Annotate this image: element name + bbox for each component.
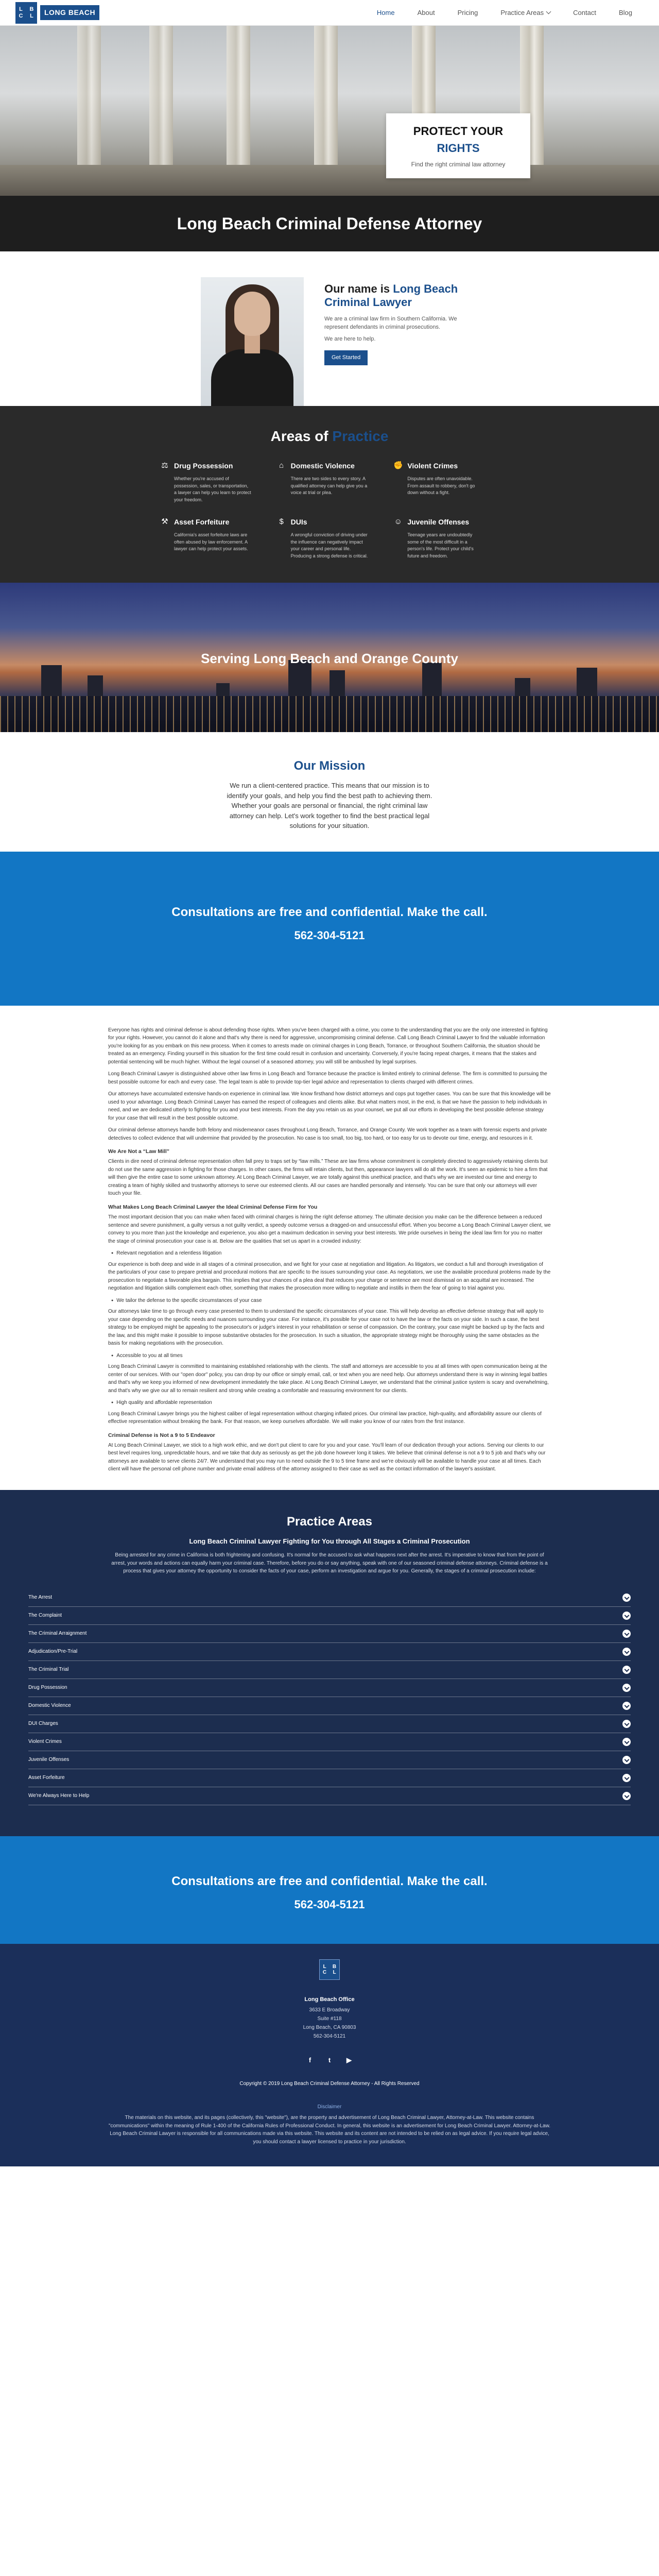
accordion-item-trial[interactable]: The Criminal Trial: [28, 1661, 631, 1679]
copy-paragraph: Everyone has rights and criminal defense is about defending those rights. When you've been charged with a crime, you come to the understanding that you are the only one interested in fighting for your rights. However, you cannot do it alone and that's why there is need for aggressive, uncompromising criminal defense. Call Long Beach Criminal Lawyer to find the valuable information you're looking for as you embark on this new process. When it comes to arrests made on criminal charges in Long Beach, Torrance, or throughout Southern California, the situation should be treated as an emergency. Finding yourself in this situation for the first time could result in confusion and uncertainty. Conversely, if you're facing repeat charges, it means that the stakes and potential sentencing will be much higher. Without the legal counsel of a seasoned attorney, you will still be ambushed by legal surprises.: [108, 1027, 548, 1065]
chevron-down-icon: [622, 1666, 631, 1674]
area-juvenile-offenses[interactable]: [393, 517, 499, 560]
nav-practice-areas[interactable]: Practice Areas: [489, 0, 562, 26]
copy-paragraph: Our experience is both deep and wide in all stages of a criminal prosecution, and we fight for your case at negotiation and litigation. As litigators, we conduct a full and thorough investigation of the particulars of your case to prepare pretrial and procedural motions that are specific to the issues surrounding your case. As negotiators, we use the available procedural problems made by the prosecution to negotiate a favorable plea bargain. This implies that your chances of a plea deal that reduces your charge or sentence are most dismissal on an acquittal are increased. The negotiation and litigation skills complement each other, something that makes the prosecution more willing to negotiate and instills in them the fear of going to trial against you.: [108, 1261, 551, 1292]
main-nav: [366, 0, 644, 26]
intro-paragraph: We are a criminal law firm in Southern California. We represent defendants in criminal prosecutions.: [324, 315, 457, 331]
nav-home[interactable]: Home: [376, 8, 395, 16]
footer-logo[interactable]: L B C L: [319, 1959, 340, 1980]
copy-paragraph: Long Beach Criminal Lawyer is committed to maintaining established relationship with the clients. The staff and attorneys are accessible to you at all times with open communication being at the center of our services. With our "open door" policy, you can drop by our office or simply email, call, or text when you are need help. Our attorneys understand there is way in winning legal battles and that's why we keep you informed of new development immediately the take place. At Long Beach Criminal Lawyer, we understand that the criminal justice system is scary and overwhelming, and that's why we give our all to remain resilient and strong while creating a comfortable and reassuring environment for our clients.: [108, 1364, 549, 1394]
accordion-item-arraignment[interactable]: The Criminal Arraignment: [28, 1625, 631, 1643]
area-asset-forfeiture[interactable]: [160, 517, 266, 560]
chevron-down-icon: [622, 1774, 631, 1782]
logo-mark: L B C L: [15, 2, 37, 24]
area-title: Domestic Violence: [290, 462, 355, 470]
accordion-item-domestic-violence[interactable]: Domestic Violence: [28, 1697, 631, 1715]
intro-title: Our name is Long Beach Criminal Lawyer: [324, 282, 458, 309]
nav-contact[interactable]: Contact: [573, 8, 596, 16]
footer-address: 3633 E Broadway Suite #118 Long Beach, CA 90803 562-304-5121: [303, 2007, 356, 2040]
area-violent-crimes[interactable]: [393, 461, 499, 503]
area-drug-possession[interactable]: [160, 461, 266, 503]
cta-phone-link[interactable]: 562-304-5121: [294, 928, 365, 942]
accordion-item-help[interactable]: We're Always Here to Help: [28, 1787, 631, 1805]
mission-title: Our Mission: [293, 759, 366, 773]
area-text: Whether you're accused of possession, sales, or transportation, a lawyer can help you learn to protect your freedom.: [174, 476, 251, 502]
youtube-icon[interactable]: ▶: [346, 2056, 352, 2064]
accordion-item-dui[interactable]: DUI Charges: [28, 1715, 631, 1733]
page-title-bar: [0, 196, 659, 251]
main-copy: [108, 1006, 551, 1490]
copy-paragraph: Our criminal defense attorneys handle both felony and misdemeanor cases throughout Long Beach, Torrance, and Orange County. We work together as a team with forensic experts and private detectives to collect evidence that will undermine that provided by the prosecution. No case is too small, too big, too hard, or too easy for us to devote our time, energy, and resources in it.: [108, 1127, 547, 1141]
area-text: California's asset forfeiture laws are often abused by law enforcement. A lawyer can help protect your assets.: [174, 532, 248, 551]
practice-areas-section: [0, 1490, 659, 1836]
copy-paragraph: At Long Beach Criminal Lawyer, we stick to a high work ethic, and we don't put client to care for you and your case. You'll learn of our dedication through your actions. Serving our clients to our best level requires long, unpredictable hours, and we take that duty as seriously as get the job done however long it takes. We believe that criminal defense is not a 9 to 5 job and that's why our attorneys are available to serve clients 24/7. We understand that you may run to need outside the 9 to 5 time frame and we're obviously will be available to handle your case at all times. Each client will have the personal cell phone number and private email address of the attorney assigned to their case as well as the contact information of the lawyer's assistant.: [108, 1442, 546, 1472]
area-domestic-violence[interactable]: [276, 461, 383, 503]
intro-section: [0, 251, 659, 406]
copy-bullet: ● High quality and affordable representation: [111, 1399, 551, 1407]
chevron-down-icon: [546, 9, 551, 14]
accordion-item-pretrial[interactable]: Adjudication/Pre-Trial: [28, 1643, 631, 1661]
site-footer: [0, 1944, 659, 2167]
consultation-cta-bottom: [0, 1836, 659, 1944]
intro-text: [324, 277, 458, 406]
areas-title: Areas of Practice: [270, 428, 389, 444]
accordion-item-arrest[interactable]: The Arrest: [28, 1589, 631, 1607]
practice-areas-title: Practice Areas: [287, 1514, 372, 1529]
copy-heading: What Makes Long Beach Criminal Lawyer the Ideal Criminal Defense Firm for You: [108, 1204, 318, 1210]
area-title: Juvenile Offenses: [407, 518, 470, 526]
area-title: Violent Crimes: [407, 462, 458, 470]
accordion-item-violent-crimes[interactable]: Violent Crimes: [28, 1733, 631, 1751]
area-text: A wrongful conviction of driving under the influence can negatively impact your career and personal life. Producing a strong defense is critical.: [290, 532, 368, 558]
footer-office-title: Long Beach Office: [304, 1996, 355, 2003]
fist-icon: ✊: [393, 461, 403, 470]
chevron-down-icon: [622, 1702, 631, 1710]
get-started-button[interactable]: Get Started: [324, 350, 368, 365]
area-duis[interactable]: [276, 517, 383, 560]
mission-text: We run a client-centered practice. This means that our mission is to identify your goals, and help you find the best path to achieving them. Whether your goals are personal or financial, the right criminal law attorney can help. Let's work together to find the best practical legal solutions for your situation.: [227, 782, 432, 829]
hero-card-title: PROTECT YOUR RIGHTS: [413, 125, 504, 155]
chevron-down-icon: [622, 1630, 631, 1638]
chevron-down-icon: [622, 1684, 631, 1692]
chevron-down-icon: [622, 1738, 631, 1746]
accordion-item-asset-forfeiture[interactable]: Asset Forfeiture: [28, 1769, 631, 1787]
chevron-down-icon: [622, 1792, 631, 1800]
facebook-icon[interactable]: f: [308, 2056, 311, 2064]
chevron-down-icon: [622, 1756, 631, 1764]
copy-paragraph: Clients in dire need of criminal defense representation often fall prey to traps set by “law mills.” These are law firms whose commitment is completely directed to aggressively retaining clients but do not use the same aggression in fighting for those charges. In other cases, the firms will retain clients, but then, appearance lawyers will do all the work. It's seen an epidemic to hire a firm that will then give the entire case to some unknown attorney. At Long Beach Criminal Lawyer, we are totally against this unethical practice, and that's why we are invested our time and energy to creating a team of highly skilled and trustworthy attorneys to serve our esteemed clients. All our cases are handled personally and intensely. You can be sure that only our attorneys will ever touch your file.: [108, 1159, 548, 1197]
hero-card-subtitle: Find the right criminal law attorney: [411, 161, 506, 168]
disclaimer-text: The materials on this website, and its pages (collectively, this "website"), are the property and advertisement of Long Beach Criminal Lawyer, Attorney-at-Law. This website contains "communications" within the meaning of Rule 1-400 of the California Rules of Professional Conduct. In general, this website is an advertisement for Long Beach Criminal Lawyer. Attorney-at-Law. Long Beach Criminal Lawyer is responsible for all communications made via this website. This website and its content are not intended to be relied on as legal advice. If you require legal advice, you should contact a lawyer licensed to practice in your jurisdiction.: [108, 2115, 551, 2145]
chevron-down-icon: [622, 1594, 631, 1602]
areas-of-practice: [0, 406, 659, 583]
page-title: Long Beach Criminal Defense Attorney: [177, 214, 482, 233]
steps-image: [0, 165, 659, 196]
copy-bullet: ● We tailor the defense to the specific circumstances of your case: [111, 1297, 551, 1305]
chevron-down-icon: [622, 1720, 631, 1728]
accordion-item-juvenile[interactable]: Juvenile Offenses: [28, 1751, 631, 1769]
copy-paragraph: The most important decision that you can make when faced with criminal charges is hiring the right defense attorney. The ultimate decision you make can be the difference between a reduced sentence and severe punishment, a guilty versus a not guilty verdict, a speedy outcome versus a dragged-on and unsuccessful effort. When you become a Long Beach Criminal Lawyer client, we convey to you more than just the knowledge and experience, you also get a maximum dedication in serving your best interests. We pride ourselves in being the ideal law firm for you no matter the stage of criminal prosecution your case is at. Below are the qualities that set us apart in a crowded industry:: [108, 1214, 551, 1244]
accordion-item-drug-possession[interactable]: Drug Possession: [28, 1679, 631, 1697]
consultation-cta: [0, 852, 659, 1006]
twitter-icon[interactable]: t: [328, 2056, 331, 2064]
city-banner-title: Serving Long Beach and Orange County: [201, 651, 458, 666]
practice-accordion: [28, 1589, 631, 1805]
site-header: [0, 0, 659, 26]
copy-bullet: ● Relevant negotiation and a relentless litigation: [111, 1249, 551, 1258]
cta-title: Consultations are free and confidential. Make the call.: [171, 1874, 488, 1888]
mission-section: [0, 732, 659, 852]
area-title: Drug Possession: [174, 462, 233, 470]
area-title: Asset Forfeiture: [174, 518, 230, 526]
site-logo[interactable]: [15, 2, 99, 24]
city-banner: [0, 583, 659, 732]
chevron-down-icon: [622, 1648, 631, 1656]
intro-paragraph: We are here to help.: [324, 335, 376, 342]
area-title: DUIs: [290, 518, 307, 526]
copy-paragraph: Long Beach Criminal Lawyer is distinguished above other law firms in Long Beach and Torrance because the practice is limited entirely to criminal defense. The firm is committed to pursuing the best possible outcome for each and every case. The legal team is able to provide top-tier legal advice and representation to clients charged with different crimes.: [108, 1071, 547, 1085]
area-text: Teenage years are undoubtedly some of the most difficult in a person's life. Protect your child's future and freedom.: [407, 532, 474, 558]
area-text: There are two sides to every story. A qualified attorney can help give you a voice at trial or plea.: [290, 476, 368, 495]
logo-text: LONG BEACH: [40, 5, 99, 20]
copy-paragraph: Our attorneys take time to go through every case presented to them to understand the specific circumstances of your case. This will help develop an effective defense strategy that will apply to your case depending on the specific needs and nuances surrounding your case. For instance, it's possible for your case not to have the law or the facts on your side. In such a case, the best strategy to be employed might be appealing to the prosecutor's or judge's interest in your rehabilitation or sense of compassion. On the contrary, your case might be backed up by the facts and the law, and this might make it possible to impose substantive obstacles for the prosecution. In such a situation, the appropriate strategy might be thoroughly using the same obstacles as the basis for making negotiations with the prosecution.: [108, 1309, 544, 1347]
copy-paragraph: Our attorneys have accumulated extensive hands-on experience in criminal law. We know firsthand how district attorneys and cops put together cases. You can be sure that this knowledge will be used to your advantage. Long Beach Criminal Lawyer has earned the respect of colleagues and clients alike. But what matters most, in the end, is that we have the passion to help individuals in need, and we are dedicated utterly to fighting for you and your best interests. From the day you retain us as your counsel, we put all our efforts in developing the best possible defense strategy for your case that will result in the best possible outcome.: [108, 1091, 551, 1121]
gavel-icon: ⚒: [161, 517, 168, 526]
copy-heading: We Are Not a “Law Mill”: [108, 1148, 170, 1155]
nav-pricing[interactable]: Pricing: [457, 8, 478, 16]
copy-bullet: ● Accessible to you at all times: [111, 1352, 551, 1360]
child-icon: ☺: [394, 517, 402, 526]
practice-areas-lead: Being arrested for any crime in California is both frightening and confusing. It's normal for the accused to ask what happens next after the arrest. It's imperative to know that from the point of arrest, your words and actions can equally harm your criminal case. Therefore, before you do or say anything, speak with one of our seasoned criminal defense attorneys. Criminal defense is a process that gives your attorney the opportunity to consider the facts of your case, perform an investigation and argue for you. Generally, the stages of a criminal prosecution include:: [111, 1552, 548, 1574]
attorney-photo: [201, 277, 304, 406]
copyright: Copyright © 2019 Long Beach Criminal Defense Attorney - All Rights Reserved: [239, 2081, 420, 2087]
footer-phone-link[interactable]: 562-304-5121: [313, 2033, 346, 2040]
accordion-item-complaint[interactable]: The Complaint: [28, 1607, 631, 1625]
hero-card: [386, 113, 530, 178]
chevron-down-icon: [622, 1612, 631, 1620]
hero-banner: [0, 26, 659, 196]
cta-phone-link[interactable]: 562-304-5121: [294, 1897, 365, 1911]
disclaimer-title: Disclaimer: [317, 2104, 342, 2110]
copy-paragraph: Long Beach Criminal Lawyer brings you the highest caliber of legal representation without charging inflated prices. Our criminal law practice, high-quality, and affordability assure our clients of effective representation without breaking the bank. For that reason, we keep ourselves affordable. We will make you know of our rates from the first instance.: [108, 1411, 542, 1425]
social-links: [0, 2056, 659, 2064]
nav-blog[interactable]: Blog: [618, 8, 632, 16]
area-text: Disputes are often unavoidable. From assault to robbery, don't go down without a fight.: [407, 476, 475, 495]
user-shield-icon: ⚖: [161, 461, 168, 470]
practice-areas-subtitle: Long Beach Criminal Lawyer Fighting for You through All Stages a Criminal Prosecution: [189, 1537, 470, 1545]
areas-grid: [160, 461, 499, 560]
copy-heading: Criminal Defense is Not a 9 to 5 Endeavor: [108, 1432, 215, 1438]
dollar-icon: $: [279, 517, 284, 526]
cta-title: Consultations are free and confidential. Make the call.: [171, 905, 488, 919]
home-icon: ⌂: [279, 461, 284, 470]
nav-about[interactable]: About: [417, 8, 435, 16]
